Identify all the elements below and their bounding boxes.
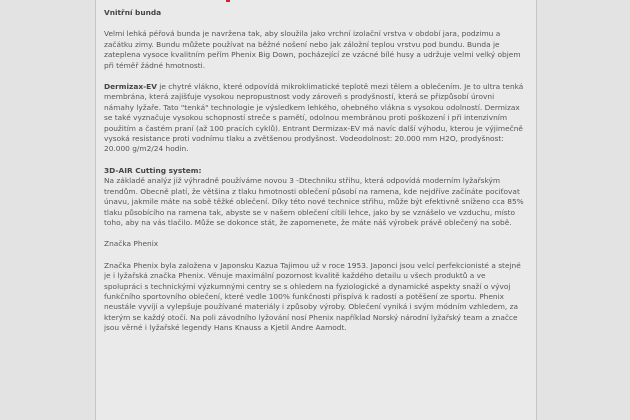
paragraph-dermizax — [104, 82, 524, 155]
product-description — [104, 8, 524, 345]
section-title-inner-jacket: Vnitřní bunda — [104, 8, 162, 17]
paragraph-brand: Značka Phenix byla založena v Japonsku Kazua Tajimou už v roce 1953. Japonci jsou velcí perfekcionisté a stejné je i lyžařská značka Phenix. Věnuje maximální pozornost kvalitě každého detailu u všech produktů a ve spolupráci s technickými výzkumnými centry se s ohledem na fyziologické a dynamické aspekty snaží o vývoj funkčního sportovního oblečení, které vedle 100% funkčnosti přispívá k radosti a potěšení ze sportu. Phenix neustále vyvíjí a vylepšuje používané materiály i způsoby výroby. Oblečení vyniká i svým módním vzhledem, za kterým se každý otočí. Na poli závodního lyžování nosí Phenix například Norský národní lyžařský team a značce jsou věrné i lyžařské legendy Hans Knauss a Kjetil Andre Aamodt. — [104, 260, 521, 333]
term-dermizax: Dermizax-EV — [104, 82, 157, 92]
accent-mark — [226, 0, 230, 2]
section-title-brand: Značka Phenix — [104, 239, 159, 249]
section-title-3d-air: 3D-AIR Cutting system: — [104, 165, 202, 175]
dermizax-text: je chytré vlákno, které odpovídá mikroklimatické teplotě mezi tělem a oblečením. Je to ultra tenká membrána, která zajišťuje vysokou nepropustnost vody zároveň s prodyšností, která se přizpůsobí úrovni námahy lyžaře. Tato "tenká" technologie je výsledkem lehkého, ohebného vlákna s vysokou odolností. Dermizax se také vyznačuje vysokou schopností strečе s pamětí, odolnou membránou proti poškození i při intenzivním použitím a častém praní (až 100 pracích cyklů). Entrant Dermizax-EV má navíc další výhodu, kterou je výjimečně vysoká resistance proti vodnímu tlaku a zvětšenou prodyšnost. Vodeodolnost: 20.000 mm H2O, prodyšnost: 20.000 g/m2/24 hodin. — [104, 82, 524, 154]
paragraph-inner-jacket: Velmi lehká péřová bunda je navržena tak, aby sloužila jako vrchní izolační vrstva v období jara, podzimu a začátku zimy. Bundu můžete používat na běžné nošení nebo jak záložní teplou vrstvu pod bundu. Bunda je zateplena vysoce kvalitním peřím Phenix Big Down, pocházející ze vzácné bílé husy a udržuje velmi velký objem při téměř žádné hmotnosti. — [104, 29, 521, 70]
paragraph-3d-air: Na základě analýz již výhradně používáme novou 3 -Dtechniku střihu, která odpovídá moderním lyžařským trendům. Obecně platí, že většina z tlaku hmotnosti oblečení působí na ramena, kde nejdříve začínáte pociťovat únavu, jakmile máte na sobě těžké oblečení. Díky této nové technice střihu, může být efektivně sníženo cca 85% tlaku působícího na ramena tak, abyste se v našem oblečení cítili lehce, jako by se vznášelo ve vzduchu, místo toho, aby na vás tlačilo. Může se dokonce stát, že zapomenete, že máte náš výrobek právě oblečený na sobě. — [104, 176, 524, 227]
